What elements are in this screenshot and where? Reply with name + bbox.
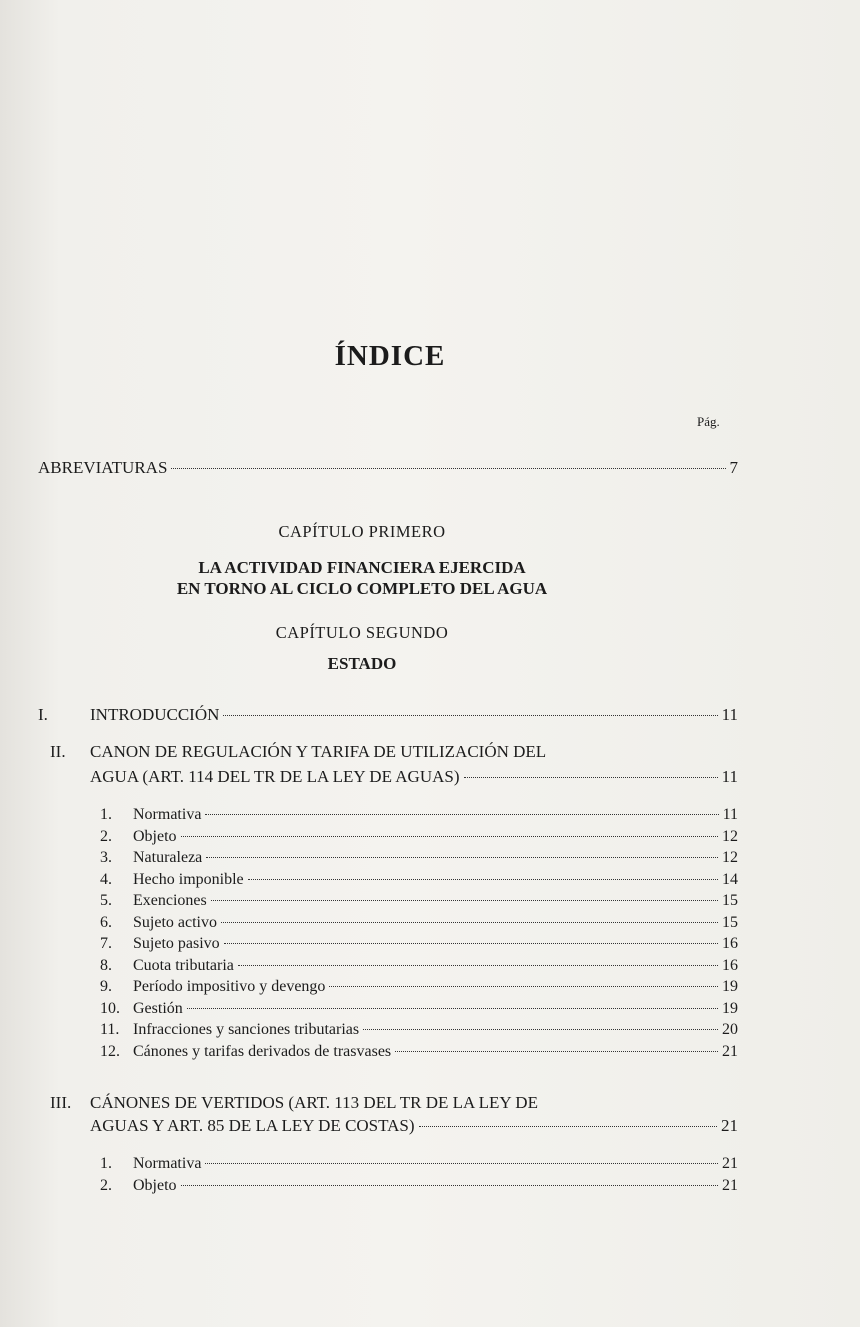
- leader-dots: [464, 777, 718, 778]
- leader-dots: [181, 1185, 718, 1186]
- toc-subentry-number: 8.: [100, 956, 112, 974]
- toc-subentry: [100, 957, 738, 975]
- toc-section-2-line-2: [90, 767, 738, 787]
- toc-section-label: AGUAS Y ART. 85 DE LA LEY DE COSTAS): [90, 1116, 415, 1135]
- toc-subentry: [100, 1043, 738, 1061]
- toc-subentry-number: 3.: [100, 849, 112, 866]
- page-title: ÍNDICE: [334, 340, 446, 372]
- toc-entry-page: 7: [729, 458, 738, 477]
- toc-subentry-label: Hecho imponible: [133, 870, 244, 888]
- toc-subentry-number: 2.: [100, 1177, 112, 1194]
- toc-subentry-number: 5.: [100, 892, 112, 909]
- toc-subentry-page: 21: [722, 1177, 738, 1194]
- toc-section-number: I.: [38, 705, 48, 724]
- leader-dots: [211, 900, 718, 901]
- toc-subentry: [100, 806, 738, 824]
- toc-subentry-page: 19: [722, 999, 738, 1017]
- toc-subentry-label: Sujeto activo: [133, 913, 217, 931]
- chapter-2-title: ESTADO: [327, 654, 397, 673]
- toc-subentry-label: Sujeto pasivo: [133, 935, 220, 952]
- toc-subentry-number: 2.: [100, 827, 112, 845]
- toc-subentry: [100, 914, 738, 932]
- toc-subentry-label: Gestión: [133, 999, 183, 1017]
- toc-subentry-page: 12: [722, 849, 738, 866]
- toc-subentry-number: 9.: [100, 978, 112, 995]
- toc-section-label: AGUA (ART. 114 DEL TR DE LA LEY DE AGUAS): [90, 767, 460, 786]
- leader-dots: [171, 468, 725, 469]
- toc-subentry-page: 21: [722, 1155, 738, 1172]
- leader-dots: [206, 857, 718, 858]
- toc-subentry: [100, 1177, 738, 1195]
- leader-dots: [221, 922, 718, 923]
- toc-subentry-page: 16: [722, 956, 738, 974]
- chapter-1-title-line-2: EN TORNO AL CICLO COMPLETO DEL AGUA: [176, 579, 548, 598]
- toc-subentry-label: Normativa: [133, 1155, 202, 1172]
- toc-subentry-page: 15: [722, 892, 738, 909]
- toc-subentry-page: 14: [722, 870, 738, 888]
- toc-subentry: [100, 828, 738, 846]
- toc-subentry-page: 11: [722, 806, 738, 823]
- toc-subentry-label: Cánones y tarifas derivados de trasvases: [133, 1042, 392, 1060]
- leader-dots: [363, 1029, 718, 1030]
- toc-subentry-label: Cuota tributaria: [133, 956, 234, 974]
- toc-subentry-number: 10.: [100, 999, 120, 1017]
- toc-subentry-number: 1.: [100, 806, 112, 823]
- toc-section-3-line-2: [90, 1116, 738, 1136]
- toc-subentry-number: 4.: [100, 870, 112, 888]
- leader-dots: [329, 986, 718, 987]
- toc-subentry-page: 12: [722, 827, 738, 845]
- toc-subentry-label: Normativa: [133, 806, 202, 823]
- chapter-1-title-line-1: LA ACTIVIDAD FINANCIERA EJERCIDA: [198, 558, 526, 577]
- toc-subentry-page: 20: [722, 1021, 738, 1038]
- toc-section-number: II.: [50, 742, 66, 761]
- toc-subentry-label: Período impositivo y devengo: [133, 978, 326, 995]
- toc-subentry: [100, 1155, 738, 1173]
- toc-section-page: 21: [721, 1116, 738, 1135]
- chapter-2-heading: CAPÍTULO SEGUNDO: [275, 623, 449, 642]
- toc-subentry-number: 7.: [100, 935, 112, 952]
- toc-subentry: [100, 1000, 738, 1018]
- leader-dots: [181, 836, 718, 837]
- toc-subentry: [100, 978, 738, 996]
- leader-dots: [248, 879, 718, 880]
- toc-subentry-label: Infracciones y sanciones tributarias: [133, 1021, 360, 1038]
- leader-dots: [395, 1051, 718, 1052]
- toc-subentry-page: 16: [722, 935, 738, 952]
- toc-subentry-label: Objeto: [133, 1177, 177, 1194]
- toc-section-3-line-1: CÁNONES DE VERTIDOS (ART. 113 DEL TR DE LA LEY DE: [90, 1093, 538, 1112]
- toc-subentry-page: 15: [722, 913, 738, 931]
- toc-entry-label: ABREVIATURAS: [38, 458, 168, 477]
- toc-subentry-label: Exenciones: [133, 892, 207, 909]
- toc-section-1: [38, 705, 738, 725]
- chapter-1-heading: CAPÍTULO PRIMERO: [278, 522, 446, 541]
- toc-subentry-label: Objeto: [133, 827, 177, 845]
- leader-dots: [224, 943, 718, 944]
- toc-subentry: [100, 871, 738, 889]
- toc-section-page: 11: [721, 705, 738, 724]
- toc-section-number: III.: [50, 1093, 72, 1112]
- toc-subentry-label: Naturaleza: [133, 849, 203, 866]
- leader-dots: [187, 1008, 718, 1009]
- toc-subentry: [100, 935, 738, 953]
- toc-subentry: [100, 1021, 738, 1039]
- toc-section-label: INTRODUCCIÓN: [90, 705, 220, 724]
- leader-dots: [205, 814, 718, 815]
- leader-dots: [238, 965, 718, 966]
- toc-subentry-number: 11.: [100, 1021, 120, 1038]
- toc-section-page: 11: [721, 767, 738, 786]
- toc-section-2-line-1: CANON DE REGULACIÓN Y TARIFA DE UTILIZACIÓN DEL: [90, 742, 547, 761]
- toc-subentry: [100, 892, 738, 910]
- toc-entry-abreviaturas: [38, 458, 738, 478]
- toc-subentry-number: 1.: [100, 1155, 112, 1172]
- toc-subentry-number: 12.: [100, 1042, 120, 1060]
- toc-subentry-number: 6.: [100, 913, 112, 931]
- leader-dots: [223, 715, 717, 716]
- toc-subentry-page: 19: [722, 978, 738, 995]
- page-column-header: Pág.: [697, 414, 720, 429]
- leader-dots: [205, 1163, 718, 1164]
- toc-subentry-page: 21: [722, 1042, 738, 1060]
- leader-dots: [419, 1126, 717, 1127]
- toc-subentry: [100, 849, 738, 867]
